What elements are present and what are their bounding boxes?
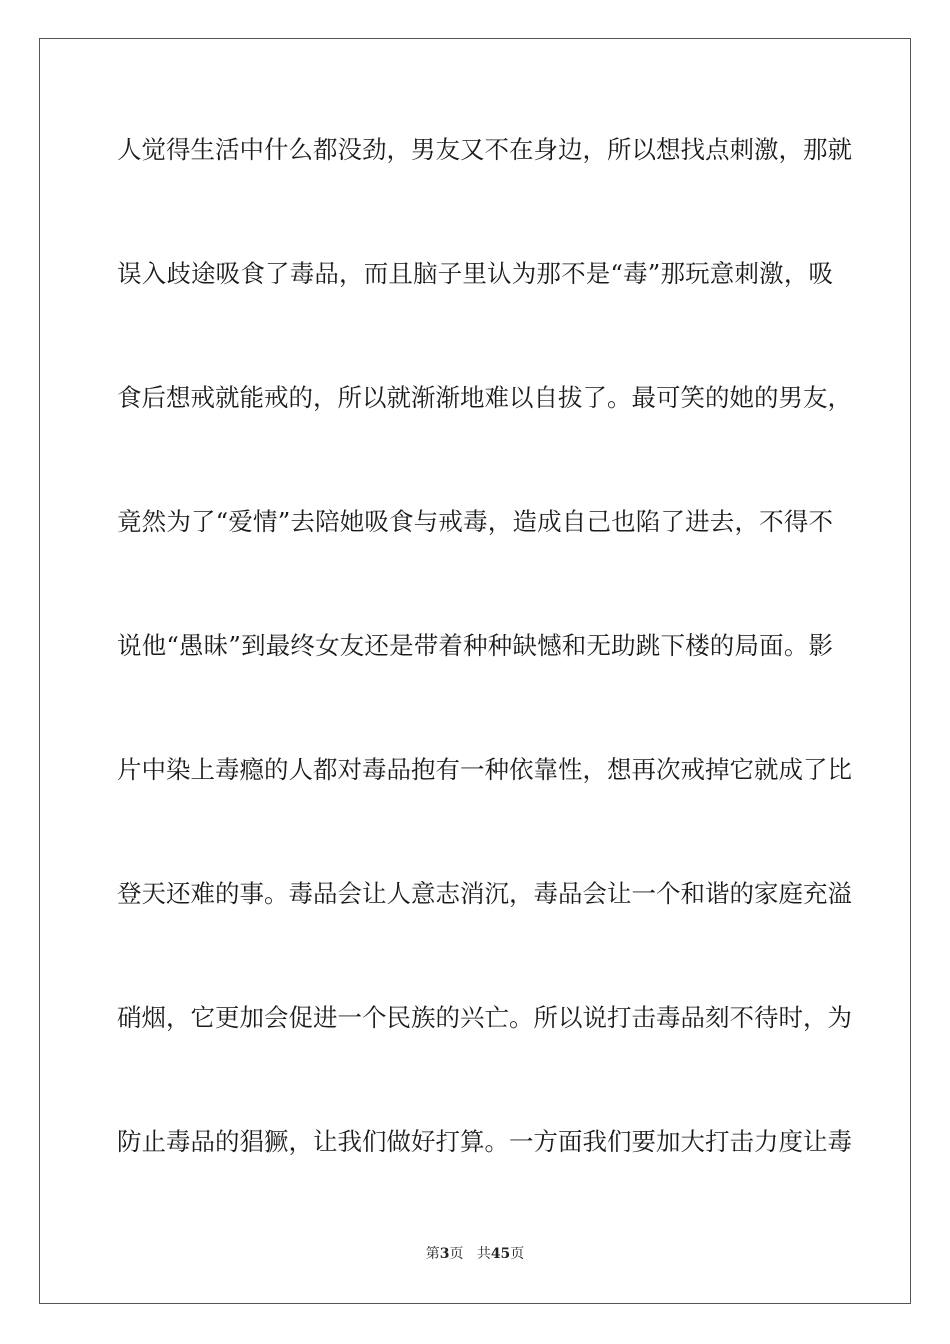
page-border bbox=[39, 38, 911, 1304]
total-label-prefix: 共 bbox=[476, 1246, 491, 1262]
body-text-line-6: 片中染上毒瘾的人都对毒品抱有一种依靠性，想再次戒掉它就成了比 bbox=[117, 755, 852, 784]
page-label-prefix: 第 bbox=[425, 1246, 440, 1262]
total-pages: 45 bbox=[490, 1246, 511, 1262]
body-text-line-4: 竟然为了“爱情”去陪她吸食与戒毒，造成自己也陷了进去，不得不 bbox=[117, 507, 833, 536]
body-text-line-8: 硝烟，它更加会促进一个民族的兴亡。所以说打击毒品刻不待时，为 bbox=[117, 1003, 852, 1032]
page-number: 3 bbox=[439, 1246, 450, 1262]
body-text-line-7: 登天还难的事。毒品会让人意志消沉，毒品会让一个和谐的家庭充溢 bbox=[117, 879, 852, 908]
body-text-line-1: 人觉得生活中什么都没劲，男友又不在身边，所以想找点刺激，那就 bbox=[117, 135, 852, 164]
body-text-line-3: 食后想戒就能戒的，所以就渐渐地难以自拔了。最可笑的她的男友， bbox=[117, 383, 852, 412]
page-label-suffix: 页 bbox=[449, 1246, 464, 1262]
page-footer bbox=[0, 1244, 950, 1264]
body-text-line-5: 说他“愚昧”到最终女友还是带着种种缺憾和无助跳下楼的局面。影 bbox=[117, 631, 833, 660]
body-text-line-2: 误入歧途吸食了毒品，而且脑子里认为那不是“毒”那玩意刺激，吸 bbox=[117, 259, 833, 288]
body-text-line-9: 防止毒品的猖獗，让我们做好打算。一方面我们要加大打击力度让毒 bbox=[117, 1127, 852, 1156]
total-label-suffix: 页 bbox=[510, 1246, 525, 1262]
